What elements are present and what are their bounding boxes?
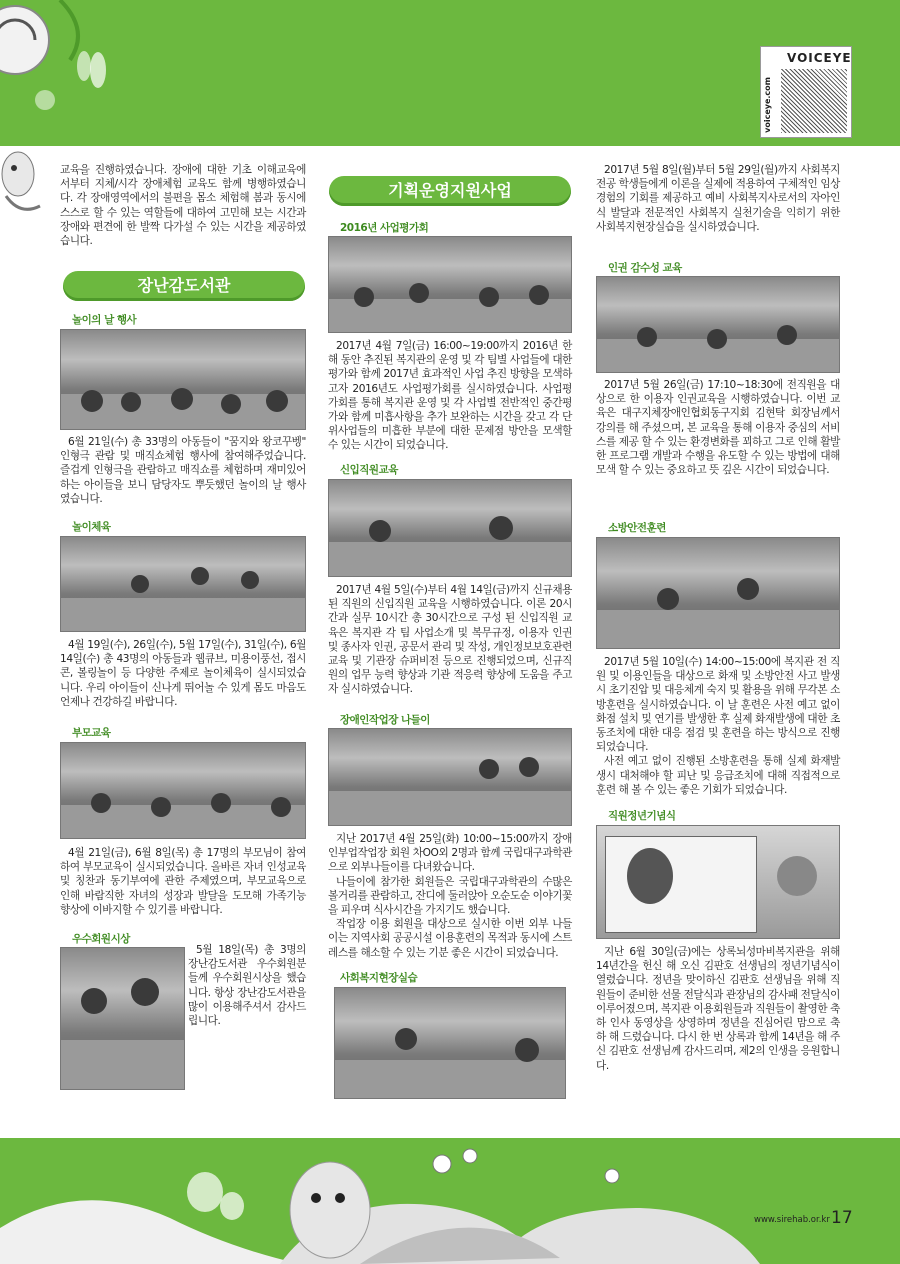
col3-block-human-rights: [596, 378, 840, 477]
col3-text-fire-drill-a: 2017년 5월 10일(수) 14:00~15:00에 복지관 전 직원 및 이용인들을 대상으로 화재 및 소방안전 사고 발생 시 초기진압 및 대응체계 숙지 및 활용을 위해 무각본 소방훈련을 실시하였습니다. 이 날 훈련은 사전 예고 없이 화점 설치 및 연기를 발생한 후 실제 화재발생에 대한 초동조치에 대한 대응 점검 및 훈련을 하는 방식으로 진행되었습니다.: [596, 656, 840, 754]
col2-text-evaluation: 2017년 4월 7일(금) 16:00~19:00까지 2016년 한 해 동안 추진된 복지관의 운영 및 각 팀별 사업들에 대한 평가와 함께 2017년 효과적인 사업 추진 방향을 모색하고자 2016년도 사업평가회를 실시하였습니다. 사업평가회를 통해 복지관 운영 및 각 사업별 전반적인 중간평가와 함께 미흡사항을 추가 보완하는 시간을 갖고 각 단위사업들의 미흡한 부분에 대한 문제점 방안을 모색할 수 있는 시간이 되었습니다.: [328, 340, 572, 452]
col1-intro-text: 교육을 진행하였습니다. 장애에 대한 기초 이해교육에 서부터 지체/시각 장애체험 교육도 함께 병행하였습니다. 각 장애영역에서의 불편을 몸소 체험해 봄과 동시에 스스로 할 수 있는 역할들에 대하여 고민해 보는 시간과 장애와 편견에 한 발짝 다가설 수 있는 시간을 제공하였습니다.: [60, 164, 306, 248]
col2-subhead-workshop-outing: 장애인작업장 나들이: [340, 714, 430, 726]
col2-block-workshop-outing: [328, 832, 572, 960]
col3-block-retirement: [596, 945, 840, 1073]
photo-parent-edu: [60, 742, 306, 839]
photo-retirement: [596, 825, 840, 939]
voiceye-url: voiceye.com: [763, 77, 772, 133]
col2-text-workshop-outing-b: 나들이에 참가한 회원들은 국립대구과학관의 수많은 볼거리를 관람하고, 잔디에 둘러앉아 오순도순 이야기꽃을 피우며 식사시간을 가지기도 했습니다.: [328, 875, 572, 917]
photo-fire-drill: [596, 537, 840, 649]
col2-block-new-staff: [328, 583, 572, 697]
decorative-character-icon: [0, 146, 56, 226]
footer-illustration: [0, 1138, 900, 1264]
column-1-intro: [60, 163, 306, 248]
col1-text-award: 5월 18일(목) 총 3명의 장난감도서관 우수회원분들께 우수회원시상을 했습니다. 항상 장난감도서관을 많이 이용해주셔서 감사드립니다.: [188, 944, 306, 1028]
voiceye-code: [760, 46, 852, 138]
col2-text-new-staff: 2017년 4월 5일(수)부터 4월 14일(금)까지 신규채용된 직원의 신입직원 교육을 시행하였습니다. 이론 20시간과 실무 10시간 총 30시간으로 구성 된 신입직원 교육은 복지관 각 팀 사업소개 및 복무규정, 이용자 인권 및 종사자 인권, 공문서 관리 및 작성, 개인정보보호관련 교육 및 기관장 슈퍼비전 등으로 진행되었으며, 신규직원의 업무 능력 향상과 기관 적응력 향상에 도움을 주고자 실시하였습니다.: [328, 584, 572, 696]
site-url: www.sirehab.or.kr: [754, 1215, 830, 1225]
section-title-jangnan: 장난감도서관: [63, 271, 305, 301]
photo-human-rights: [596, 276, 840, 373]
column-3-intro: [596, 163, 840, 234]
col1-block-award: [188, 943, 306, 1028]
col1-subhead-play-day: 놀이의 날 행사: [72, 314, 137, 326]
photo-practicum: [334, 987, 566, 1099]
col2-text-workshop-outing-a: 지난 2017년 4월 25일(화) 10:00~15:00까지 장애인부업작업장 회원 차OO외 2명과 함께 국립대구과학관으로 외부나들이를 다녀왔습니다.: [328, 833, 572, 874]
col2-text-workshop-outing-c: 작업장 이용 회원을 대상으로 실시한 이번 외부 나들이는 지역사회 공공시설 이용훈련의 목적과 동시에 스트레스를 해소할 수 있는 기분 좋은 시간이 되었습니다.: [328, 918, 572, 959]
page-number: 17: [831, 1208, 853, 1228]
col3-intro-text: 2017년 5월 8일(월)부터 5월 29일(월)까지 사회복지전공 학생들에게 이론을 실제에 적용하여 구체적인 임상경험의 기회를 제공하고 예비 사회복지사로서의 자아인식 발달과 전문적인 사회복지 실천기술을 익히기 위한 사회복지현장실습을 실시하였습니다.: [596, 164, 840, 233]
col2-block-evaluation: [328, 339, 572, 453]
col2-subhead-practicum: 사회복지현장실습: [340, 972, 418, 984]
col1-text-play-day: 6월 21일(수) 총 33명의 아동들이 "꿈지와 왕코꾸벵" 인형극 관람 및 매직쇼체험 행사에 참여해주었습니다. 즐겁게 인형극을 관람하고 매직쇼를 체험하며 재미있어 하는 아이들을 보니 담당자도 뿌듯했던 놀이의 날 행사였습니다.: [60, 436, 306, 505]
col1-subhead-award: 우수회원시상: [72, 933, 130, 945]
col1-subhead-parent-edu: 부모교육: [72, 727, 111, 739]
photo-play-sports: [60, 536, 306, 632]
col1-block-play-day: [60, 435, 306, 506]
photo-new-staff: [328, 479, 572, 577]
photo-play-day: [60, 329, 306, 430]
col2-subhead-evaluation: 2016년 사업평가회: [340, 222, 429, 234]
col1-block-parent-edu: [60, 846, 306, 917]
col3-text-human-rights: 2017년 5월 26일(금) 17:10~18:30에 전직원을 대상으로 한 이용자 인권교육을 시행하였습니다. 이번 교육은 대구지체장애인협회동구지회 김현탁 회장님께서 강의를 해 주셨으며, 본 교육을 통해 이용자 중심의 서비스를 제공 할 수 있는 환경변화를 꾀하고 그로 인해 활발한 프로그램 개발과 수행을 유도할 수 있는 방법에 대해 모색 할 수 있는 중요하고 뜻 깊은 시간이 되었습니다.: [596, 379, 840, 477]
col3-subhead-human-rights: 인권 감수성 교육: [608, 262, 682, 274]
photo-workshop-outing: [328, 728, 572, 826]
col3-subhead-retirement: 직원정년기념식: [608, 810, 676, 822]
col3-text-fire-drill-b: 사전 예고 없이 진행된 소방훈련을 통해 실제 화재발생시 대처해야 할 피난 및 응급조치에 대해 직접적으로 훈련 해 볼 수 있는 좋은 기회가 되었습니다.: [596, 755, 840, 796]
col3-text-retirement: 지난 6월 30일(금)에는 상록뇌성마비복지관을 위해 14년간을 헌신 해 오신 김판호 선생님의 정년기념식이 열렸습니다. 정년을 맞이하신 김판호 선생님을 위해 직원들이 준비한 선물 전달식과 관장님의 감사패 전달식이 이루어졌으며, 복지관 이용회원들과 직원들이 촬영한 축하 인사 동영상을 상영하며 정년을 진심어린 맘으로 축하 해 드렸습니다. 다시 한 번 상록과 함께 14년을 해 주신 김판호 선생님께 감사드리며, 제2의 인생을 응원합니다.: [596, 946, 840, 1072]
col2-subhead-new-staff: 신입직원교육: [340, 464, 398, 476]
col1-text-parent-edu: 4월 21일(금), 6월 8일(목) 총 17명의 부모님이 참여하여 부모교육이 실시되었습니다. 올바른 자녀 인성교육 및 칭찬과 동기부여에 관한 주제였으며, 부모교육으로 인해 바람직한 자녀의 성장과 발달을 도모해 가족기능 향상에 이바지할 수 있기를 바랍니다.: [60, 847, 306, 916]
col1-block-play-sports: [60, 638, 306, 709]
decorative-illustration: [0, 0, 130, 146]
col3-subhead-fire-drill: 소방안전훈련: [608, 522, 666, 534]
col1-text-play-sports: 4월 19일(수), 26일(수), 5월 17일(수), 31일(수), 6월 14일(수) 총 43명의 아동들과 웹큐브, 미용이풍선, 접시콘, 볼링놀이 등 다양한 주제로 놀이체육이 실시되었습니다. 우리 아이들이 신나게 뛰어놀 수 있게 몸도 마음도 언제나 건강하길 바랍니다.: [60, 639, 306, 708]
voiceye-pattern: [781, 69, 847, 133]
section-title-planning: 기획운영지원사업: [329, 176, 571, 206]
col1-subhead-play-sports: 놀이체육: [72, 521, 111, 533]
photo-evaluation: [328, 236, 572, 333]
col3-block-fire-drill: [596, 655, 840, 797]
voiceye-brand: VOICEYE: [787, 51, 852, 65]
photo-award: [60, 947, 185, 1090]
